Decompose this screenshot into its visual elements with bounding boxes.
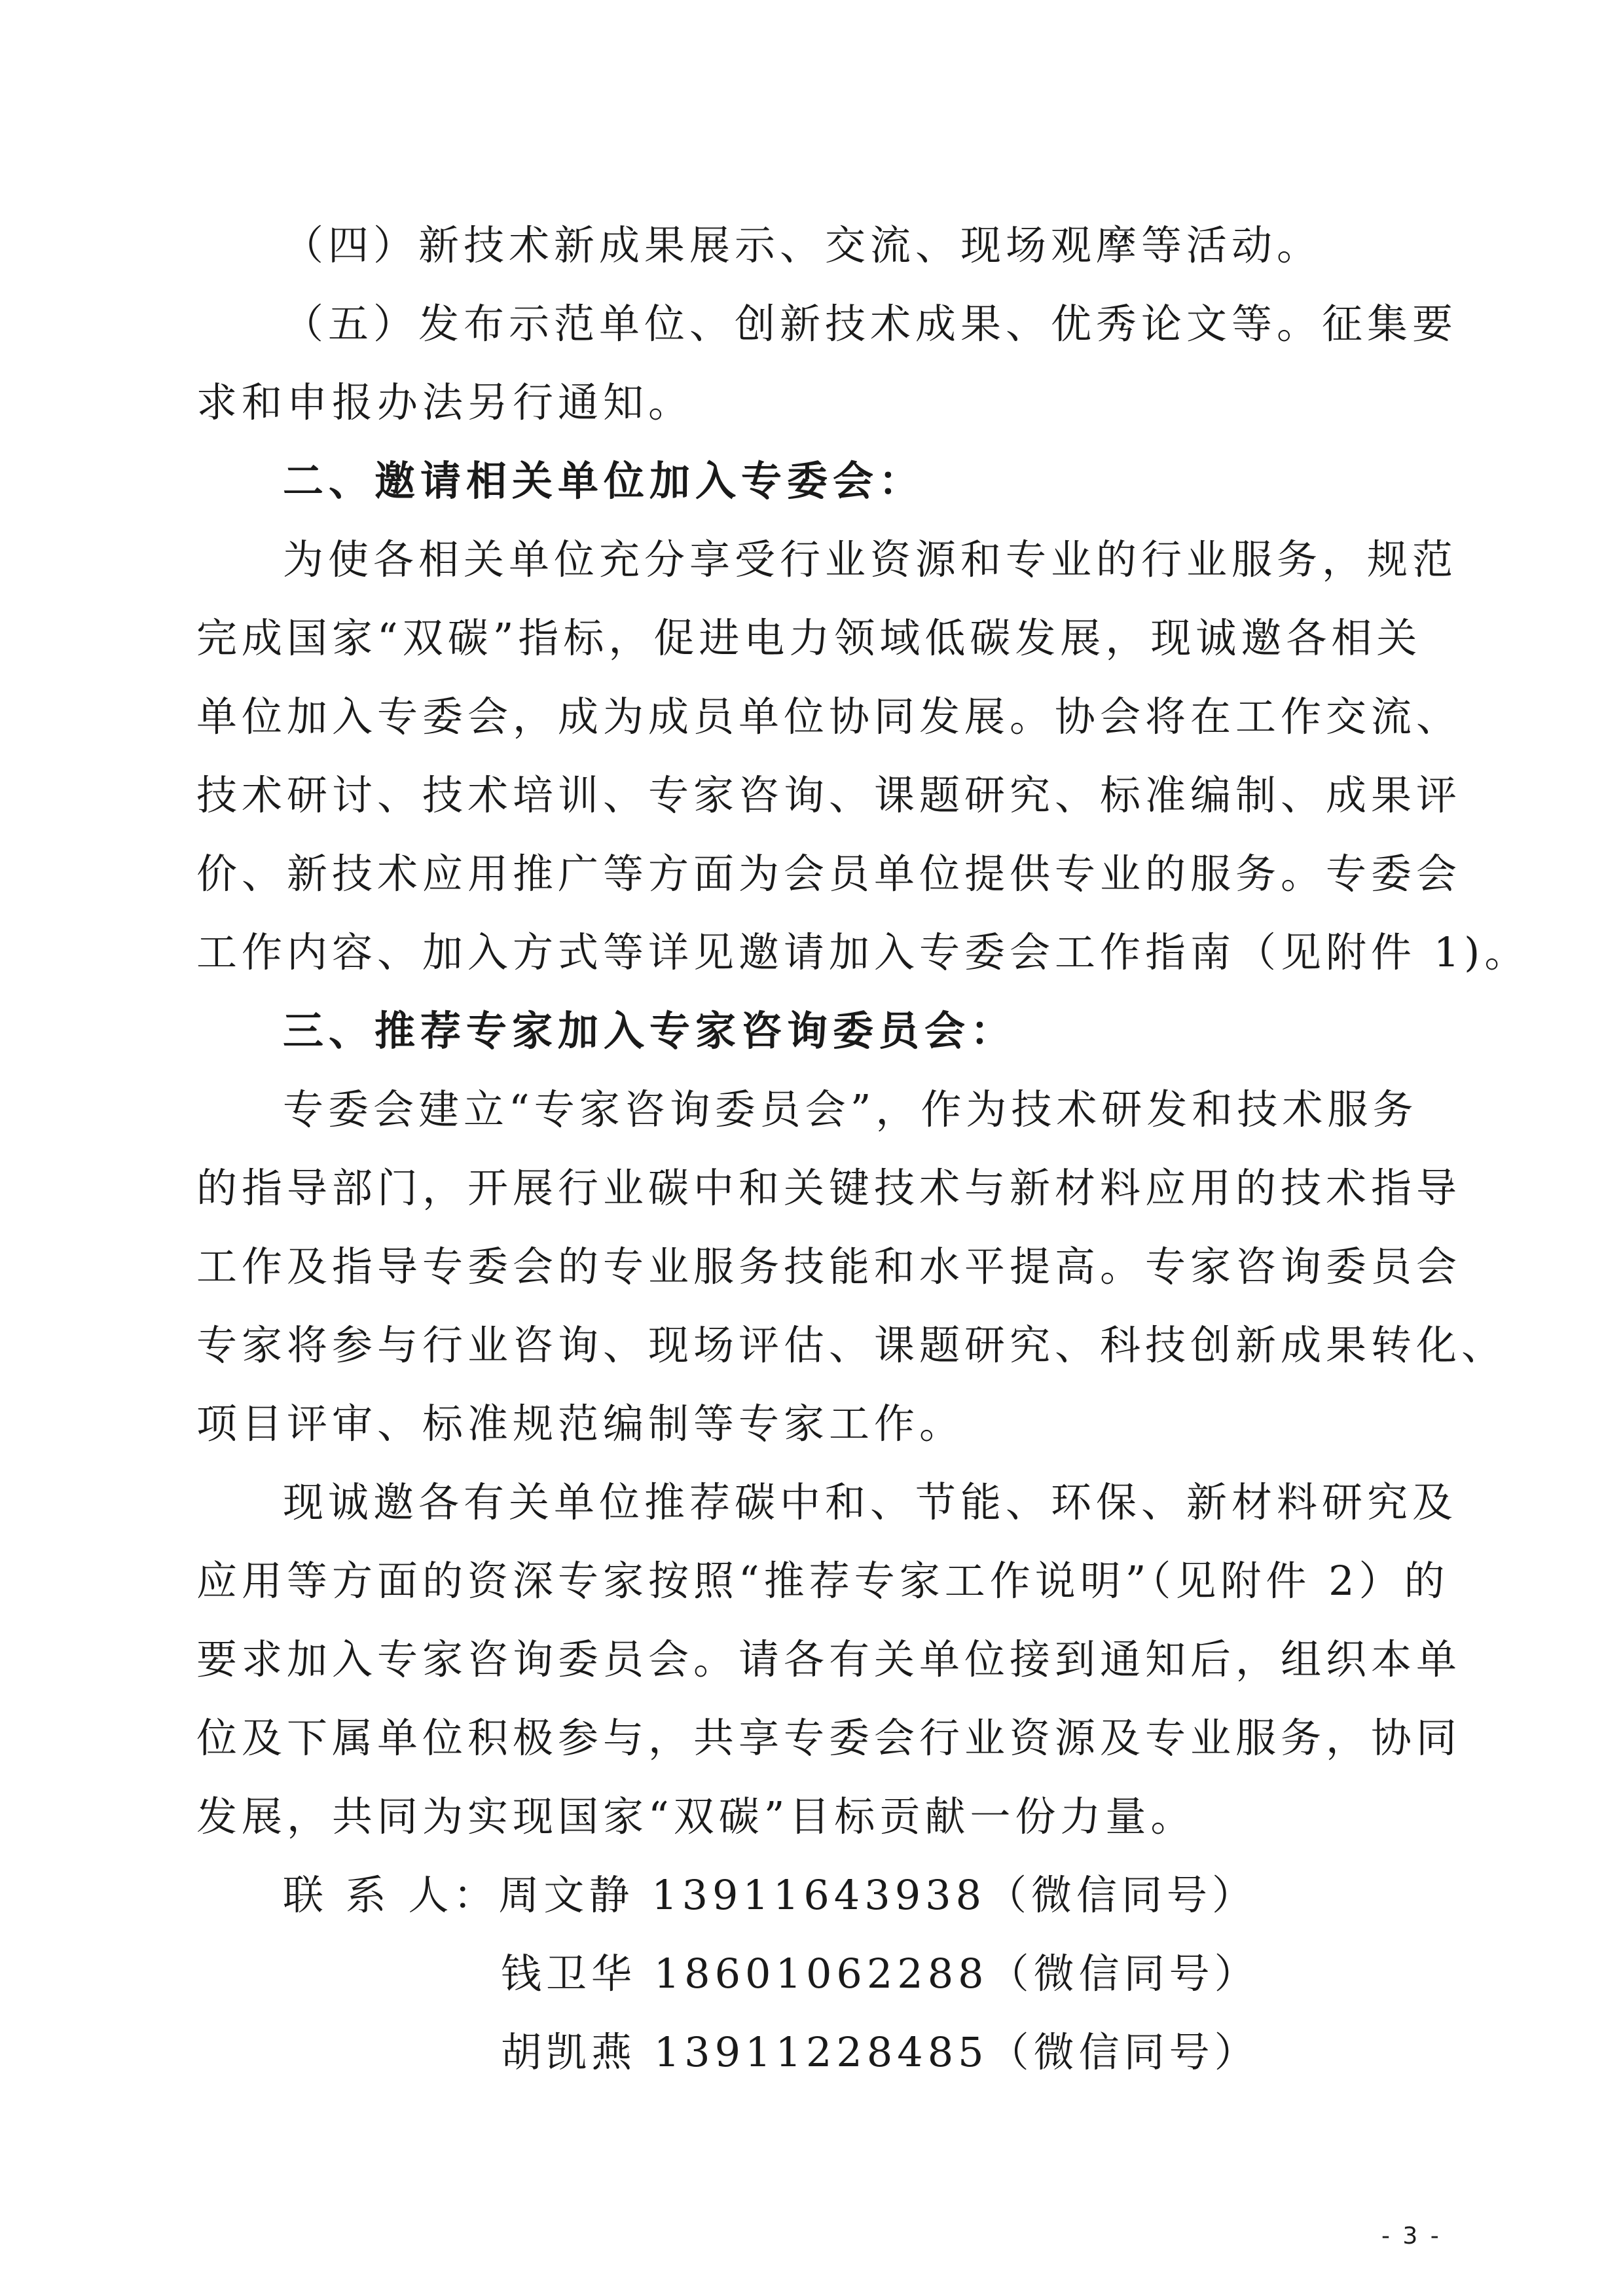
paragraph-item-4: （四）新技术新成果展示、交流、现场观摩等活动。 (283, 221, 1322, 269)
paragraph-line: 为使各相关单位充分享受行业资源和专业的行业服务，规范 (283, 536, 1458, 583)
paragraph-item-5: （五）发布示范单位、创新技术成果、优秀论文等。征集要 (283, 300, 1458, 348)
contact-person: 胡凯燕 13911228485（微信同号） (501, 2028, 1260, 2076)
paragraph-line: 现诚邀各有关单位推荐碳中和、节能、环保、新材料研究及 (283, 1478, 1458, 1526)
paragraph-line: 要求加入专家咨询委员会。请各有关单位接到通知后，组织本单 (196, 1635, 1462, 1683)
paragraph-item-5-cont: 求和申报办法另行通知。 (196, 378, 694, 426)
paragraph-line: 单位加入专委会，成为成员单位协同发展。协会将在工作交流、 (196, 693, 1462, 740)
contact-label: 联 系 人： (283, 1871, 499, 1919)
paragraph-line: 技术研讨、技术培训、专家咨询、课题研究、标准编制、成果评 (196, 771, 1462, 819)
paragraph-line: 价、新技术应用推广等方面为会员单位提供专业的服务。专委会 (196, 850, 1462, 898)
paragraph-line: 完成国家“双碳”指标，促进电力领域低碳发展，现诚邀各相关 (196, 614, 1422, 662)
paragraph-line: 发展，共同为实现国家“双碳”目标贡献一份力量。 (196, 1793, 1196, 1840)
paragraph-line: 位及下属单位积极参与，共享专委会行业资源及专业服务，协同 (196, 1714, 1462, 1762)
contact-person: 钱卫华 18601062288（微信同号） (501, 1950, 1260, 1997)
paragraph-line: 工作内容、加入方式等详见邀请加入专委会工作指南（见附件 1)。 (196, 928, 1530, 976)
section-heading-2: 二、邀请相关单位加入专委会： (283, 457, 925, 505)
page-number: - 3 - (1381, 2223, 1442, 2250)
section-heading-3: 三、推荐专家加入专家咨询委员会： (283, 1007, 1017, 1055)
paragraph-line: 专委会建立“专家咨询委员会”，作为技术研发和技术服务 (283, 1085, 1418, 1133)
paragraph-line: 的指导部门，开展行业碳中和关键技术与新材料应用的技术指导 (196, 1164, 1462, 1212)
contact-block (283, 1869, 1257, 1922)
paragraph-line: 应用等方面的资深专家按照“推荐专家工作说明”（见附件 2）的 (196, 1557, 1450, 1605)
paragraph-line: 专家将参与行业咨询、现场评估、课题研究、科技创新成果转化、 (196, 1321, 1507, 1369)
contact-person: 周文静 13911643938（微信同号） (498, 1871, 1258, 1919)
paragraph-line: 工作及指导专委会的专业服务技能和水平提高。专家咨询委员会 (196, 1243, 1462, 1290)
paragraph-line: 项目评审、标准规范编制等专家工作。 (196, 1400, 965, 1448)
